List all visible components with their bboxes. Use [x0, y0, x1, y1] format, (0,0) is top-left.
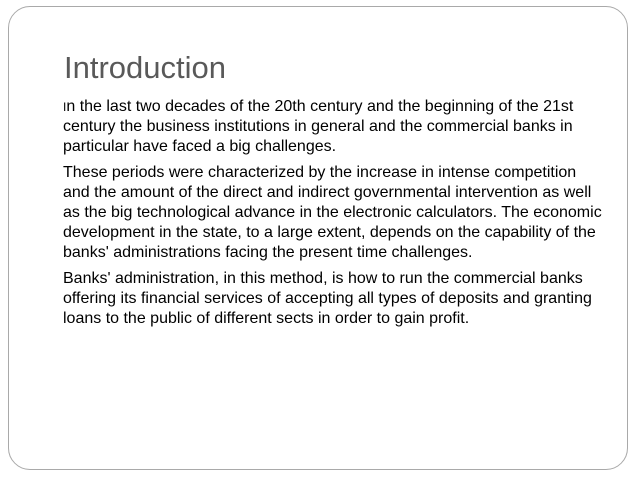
slide-body	[63, 97, 603, 335]
body-paragraph-3: Banks' administration, in this method, is how to run the commercial banks offering its financial services of accepting all types of deposits and granting loans to the public of different sects in order to gain profit.	[63, 270, 592, 327]
paragraph-text: n the last two decades of the 20th century and the beginning of the 21st century the business institutions in general and the commercial banks in particular have faced a big challenges.	[63, 98, 574, 155]
slide-title: Introduction	[64, 50, 226, 85]
body-paragraph-2: These periods were characterized by the increase in intense competition and the amount of the direct and indirect governmental intervention as well as the big technological advance in the electronic calculators. The economic development in the state, to a large extent, depends on the capability of the banks' administrations facing the present time challenges.	[63, 164, 602, 261]
body-paragraph-1	[63, 97, 603, 157]
paragraph-first-letter: I	[63, 100, 67, 114]
